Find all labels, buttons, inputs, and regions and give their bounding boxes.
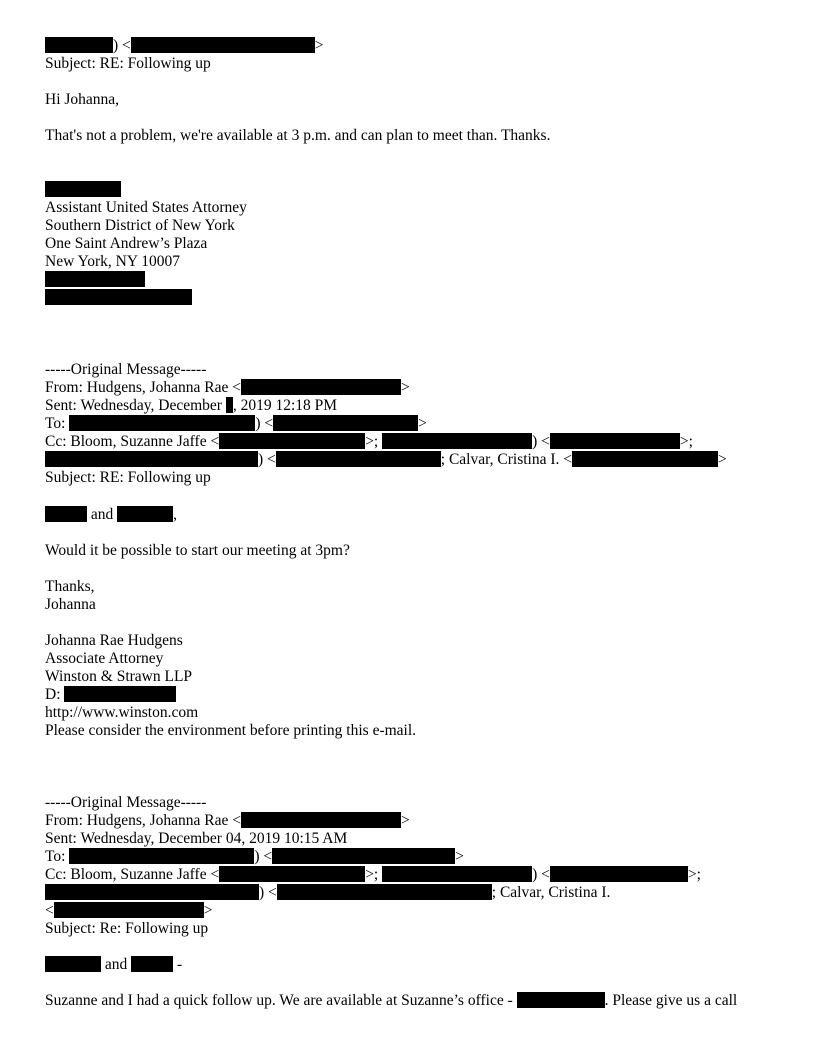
sender-first-name: Johanna [45,596,96,613]
redaction-bar [382,433,532,449]
redaction-bar [131,956,173,972]
redaction-bar [241,812,401,828]
message-body: That's not a problem, we're available at 3 p.m. and can plan to meet than. Thanks. [45,127,551,144]
redaction-bar [517,992,605,1008]
redaction-bar [572,451,718,467]
redaction-bar [54,902,204,918]
closing: Thanks, [45,578,95,595]
subject-line: Subject: RE: Following up [45,469,211,486]
redaction-bar [226,397,233,413]
redaction-bar [45,956,101,972]
sender-name-redacted [45,181,121,199]
redaction-bar [69,848,254,864]
sent-line: Sent: Wednesday, December 04, 2019 10:15 AM [45,830,348,847]
redaction-bar [45,289,192,305]
sent-line: Sent: Wednesday, December , 2019 12:18 PM [45,397,338,414]
signature-redacted-2 [45,289,192,307]
greeting: Hi Johanna, [45,91,120,108]
redaction-bar [64,686,176,702]
cc-line-continued: ) < ; Calvar, Cristina I. < > [45,451,727,469]
original-message-marker: -----Original Message----- [45,361,207,378]
signature-url: http://www.winston.com [45,704,199,721]
redaction-bar [117,506,173,522]
to-line: To: ) < > [45,848,464,865]
redaction-bar [277,884,492,900]
redaction-bar [45,506,87,522]
cc-line-continued: ) < ; Calvar, Cristina I. [45,884,610,902]
message-body: Would it be possible to start our meeting at 3pm? [45,542,350,559]
email-address-line: ) < > [45,37,324,55]
original-message-marker: -----Original Message----- [45,794,207,811]
greeting: and - [45,956,182,974]
signature-address-1: One Saint Andrew’s Plaza [45,235,208,252]
redaction-bar [45,271,145,287]
signature-phone: D: [45,686,176,704]
redaction-bar [273,415,418,431]
redaction-bar [45,884,259,900]
cc-line: Cc: Bloom, Suzanne Jaffe < >; ) < >; [45,866,701,883]
redaction-bar [276,451,441,467]
signature-office: Southern District of New York [45,217,235,234]
subject-line: Subject: Re: Following up [45,920,209,937]
signature-title: Associate Attorney [45,650,164,667]
from-line: From: Hudgens, Johanna Rae < > [45,379,410,396]
signature-note: Please consider the environment before printing this e-mail. [45,722,417,739]
redaction-bar [45,37,113,53]
redaction-bar [131,37,315,53]
redaction-bar [219,866,365,882]
signature-redacted-1 [45,271,145,289]
message-body: Suzanne and I had a quick follow up. We are available at Suzanne’s office - . Please give us a call [45,992,738,1009]
redaction-bar [272,848,455,864]
from-line: From: Hudgens, Johanna Rae < > [45,812,410,829]
redaction-bar [550,433,680,449]
cc-line: Cc: Bloom, Suzanne Jaffe < >; ) < >; [45,433,693,450]
signature-title: Assistant United States Attorney [45,199,247,216]
cc-line-continued: < > [45,902,213,919]
redaction-bar [550,866,688,882]
subject-line: Subject: RE: Following up [45,55,211,72]
redaction-bar [382,866,532,882]
redaction-bar [45,181,121,197]
redaction-bar [45,451,258,467]
redaction-bar [241,379,401,395]
signature-firm: Winston & Strawn LLP [45,668,193,685]
redaction-bar [69,415,255,431]
redaction-bar [219,433,365,449]
to-line: To: ) < > [45,415,427,432]
greeting: and , [45,506,177,524]
signature-name: Johanna Rae Hudgens [45,632,183,649]
signature-address-2: New York, NY 10007 [45,253,181,270]
